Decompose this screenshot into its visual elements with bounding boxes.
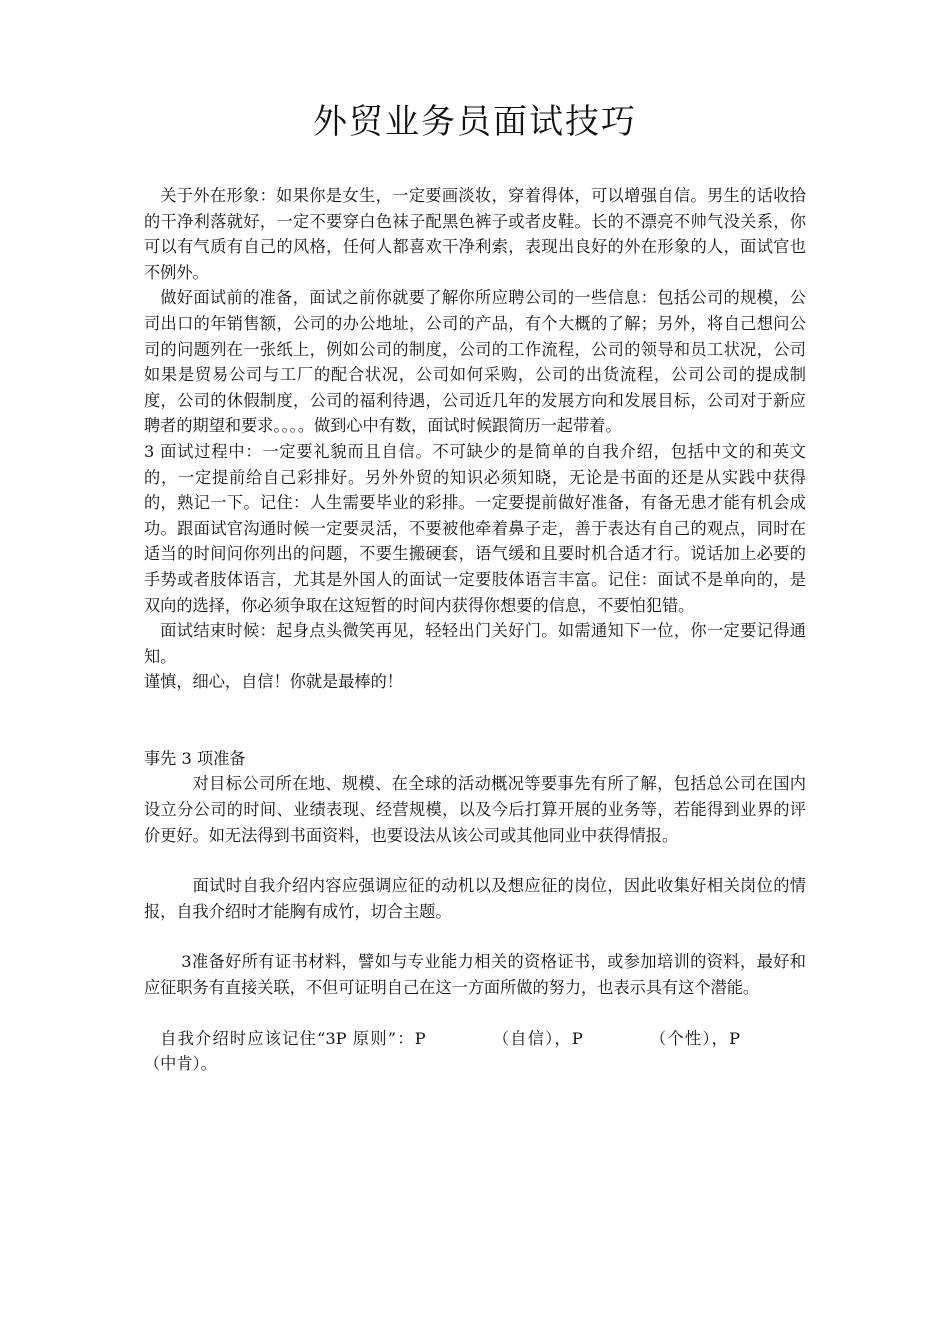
section-heading-preparation: 事先 3 项准备 — [144, 748, 246, 768]
paragraph-motto: 谨慎，细心，自信！你就是最棒的！ — [144, 672, 403, 692]
paragraph-interview-end: 面试结束时候：起身点头微笑再见，轻轻出门关好门。如需通知下一位，你一定要记得通知。 — [144, 621, 806, 666]
text-3p-pertinent: （中肯）。 — [144, 1054, 217, 1074]
paragraph-company-research: 对目标公司所在地、规模、在全球的活动概况等要事先有所了解，包括总公司在国内设立分公司的时间、业绩表现、经营规模，以及今后打算开展的业务等，若能得到业界的评价更好。如无法得到书面资料，也要设法从该公司或其他同业中获得情报。 — [144, 774, 806, 845]
document-body — [144, 183, 806, 1077]
text-3p-confidence: （自信），P — [491, 1028, 583, 1048]
document-title: 外贸业务员面试技巧 — [313, 102, 637, 142]
paragraph-interview-process: 3 面试过程中：一定要礼貌而且自信。不可缺少的是简单的自我介绍，包括中文的和英文的，一定提前给自己彩排好。另外外贸的知识必须知晓，无论是书面的还是从实践中获得的，熟记一下。记住：人生需要毕业的彩排。一定要提前做好准备，有备无患才能有机会成功。跟面试官沟通时候一定要灵活，不要被他牵着鼻子走，善于表达有自己的观点，同时在适当的时间问你列出的问题，不要生搬硬套，语气缓和且要时机合适才行。说话加上必要的手势或者肢体语言，尤其是外国人的面试一定要肢体语言丰富。记住：面试不是单向的，是双向的选择，你必须争取在这短暂的时间内获得你想要的信息，不要怕犯错。 — [144, 441, 806, 615]
spacer — [144, 1001, 806, 1026]
spacer — [144, 924, 806, 949]
text-3p-personality: （个性），P — [648, 1028, 740, 1048]
paragraph-preparation: 做好面试前的准备，面试之前你就要了解你所应聘公司的一些信息：包括公司的规模，公司出口的年销售额，公司的办公地址，公司的产品，有个大概的了解；另外，将自己想问公司的问题列在一张纸上，例如公司的制度，公司的工作流程，公司的领导和员工状况，公司如果是贸易公司与工厂的配合状况，公司如何采购，公司的出货流程，公司公司的提成制度，公司的休假制度，公司的福利待遇，公司近几年的发展方向和发展目标，公司对于新应聘者的期望和要求。。。。做到心中有数，面试时候跟简历一起带着。 — [144, 288, 806, 436]
spacer — [144, 848, 806, 873]
paragraph-appearance: 关于外在形象：如果你是女生，一定要画淡妆，穿着得体，可以增强自信。男生的话收拾的干净利落就好，一定不要穿白色袜子配黑色裤子或者皮鞋。长的不漂亮不帅气没关系，你可以有气质有自己的风格，任何人都喜欢干净利索，表现出良好的外在形象的人，面试官也不例外。 — [144, 186, 806, 282]
paragraph-self-intro: 面试时自我介绍内容应强调应征的动机以及想应征的岗位，因此收集好相关岗位的情报，自我介绍时才能胸有成竹，切合主题。 — [144, 876, 806, 921]
paragraph-3p-principle — [144, 1026, 806, 1077]
spacer — [144, 695, 806, 746]
text-3p-intro: 自我介绍时应该记住“3P 原则”：P — [160, 1028, 426, 1048]
paragraph-certificates: 3准备好所有证书材料，譬如与专业能力相关的资格证书，或参加培训的资料，最好和应征职务有直接关联，不但可证明自己在这一方面所做的努力，也表示具有这个潜能。 — [144, 952, 806, 998]
